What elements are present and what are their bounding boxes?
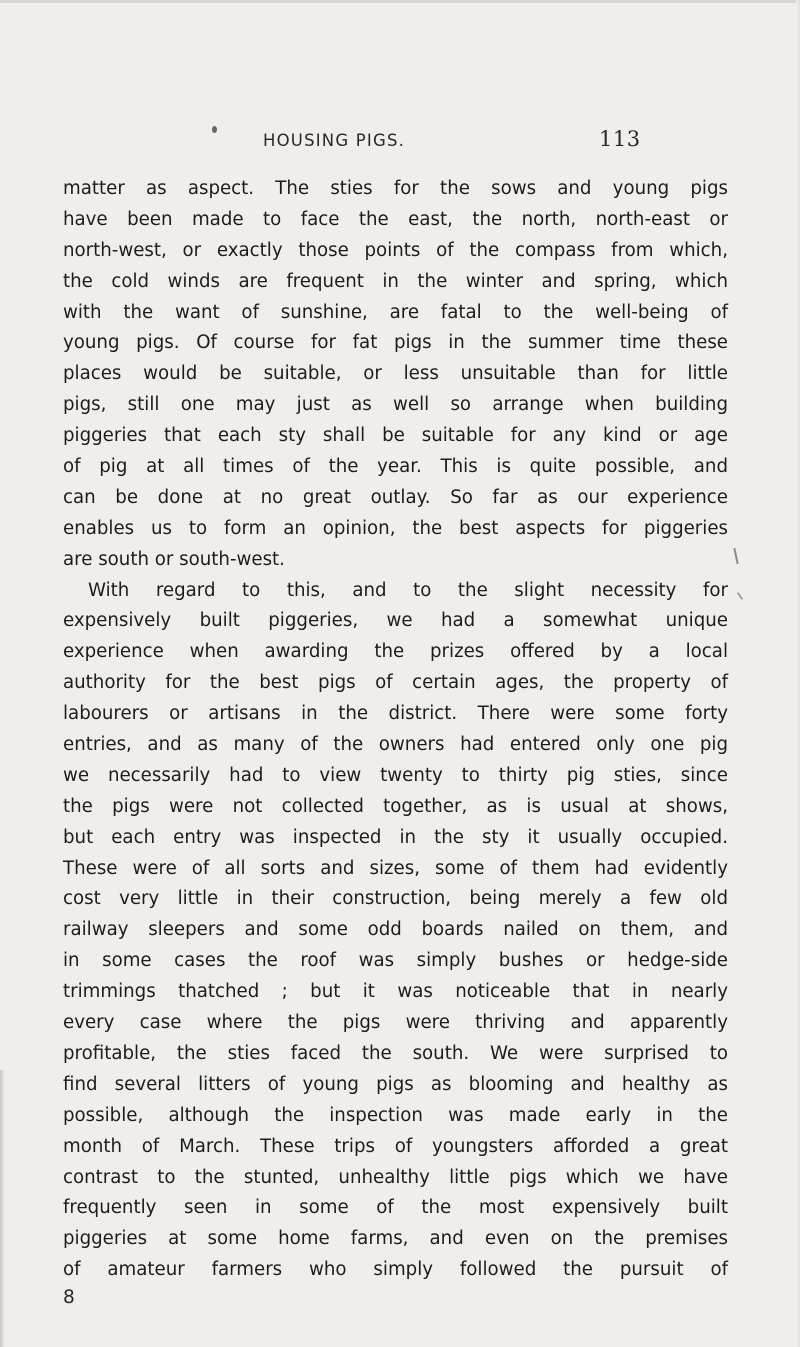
running-head: HOUSING PIGS. xyxy=(263,131,406,150)
signature-mark: 8 xyxy=(63,1287,75,1308)
text-line: find several litters of young pigs as blooming and healthy as xyxy=(63,1073,728,1095)
text-line: authority for the best pigs of certain ages, the property of xyxy=(63,672,728,694)
text-line: entries, and as many of the owners had entered only one pig xyxy=(63,734,728,756)
page-left-shadow xyxy=(0,1070,5,1347)
page-top-edge xyxy=(0,0,800,3)
margin-pencil-mark xyxy=(737,592,743,600)
text-line: experience when awarding the prizes offered by a local xyxy=(63,641,728,663)
body-text xyxy=(63,174,728,1286)
text-line: of amateur farmers who simply followed the pursuit of xyxy=(63,1259,728,1281)
margin-pencil-mark xyxy=(733,548,738,564)
text-line: with the want of sunshine, are fatal to the well-being of xyxy=(63,301,728,323)
text-line: expensively built piggeries, we had a somewhat unique xyxy=(63,610,728,632)
paragraph-end-line: are south or south-west. xyxy=(63,548,285,570)
text-line: young pigs. Of course for fat pigs in the summer time these xyxy=(63,332,728,354)
text-line: north-west, or exactly those points of the compass from which, xyxy=(63,239,728,261)
text-line: the pigs were not collected together, as is usual at shows, xyxy=(63,795,728,817)
text-line: in some cases the roof was simply bushes or hedge-side xyxy=(63,950,728,972)
text-line: contrast to the stunted, unhealthy little pigs which we have xyxy=(63,1166,728,1188)
text-line: of pig at all times of the year. This is quite possible, and xyxy=(63,456,728,478)
text-line: These were of all sorts and sizes, some of them had evidently xyxy=(63,857,728,879)
text-line: frequently seen in some of the most expensively built xyxy=(63,1197,728,1219)
text-line: the cold winds are frequent in the winter and spring, which xyxy=(63,270,728,292)
text-line: month of March. These trips of youngsters afforded a great xyxy=(63,1135,728,1157)
text-line: piggeries that each sty shall be suitable for any kind or age xyxy=(63,425,728,447)
text-line: we necessarily had to view twenty to thirty pig sties, since xyxy=(63,764,728,786)
text-line: piggeries at some home farms, and even on the premises xyxy=(63,1228,728,1250)
paragraph-start-line: With regard to this, and to the slight necessity for xyxy=(88,579,728,601)
page-right-edge xyxy=(796,0,800,1347)
text-line: labourers or artisans in the district. There were some forty xyxy=(63,703,728,725)
text-line: possible, although the inspection was made early in the xyxy=(63,1104,728,1126)
page-number: 113 xyxy=(599,127,641,151)
text-line: have been made to face the east, the north, north-east or xyxy=(63,208,728,230)
text-line: can be done at no great outlay. So far as our experience xyxy=(63,486,728,508)
text-line: matter as aspect. The sties for the sows and young pigs xyxy=(63,178,728,199)
text-line: enables us to form an opinion, the best aspects for piggeries xyxy=(63,517,728,539)
ink-dot xyxy=(212,126,217,133)
text-line: places would be suitable, or less unsuitable than for little xyxy=(63,363,728,385)
text-line: pigs, still one may just as well so arrange when building xyxy=(63,394,728,416)
text-line: profitable, the sties faced the south. We were surprised to xyxy=(63,1042,728,1064)
text-line: cost very little in their construction, being merely a few old xyxy=(63,888,728,910)
text-line: trimmings thatched ; but it was noticeable that in nearly xyxy=(63,981,728,1003)
text-line: railway sleepers and some odd boards nailed on them, and xyxy=(63,919,728,941)
text-line: every case where the pigs were thriving and apparently xyxy=(63,1012,728,1034)
text-line: but each entry was inspected in the sty it usually occupied. xyxy=(63,826,728,848)
